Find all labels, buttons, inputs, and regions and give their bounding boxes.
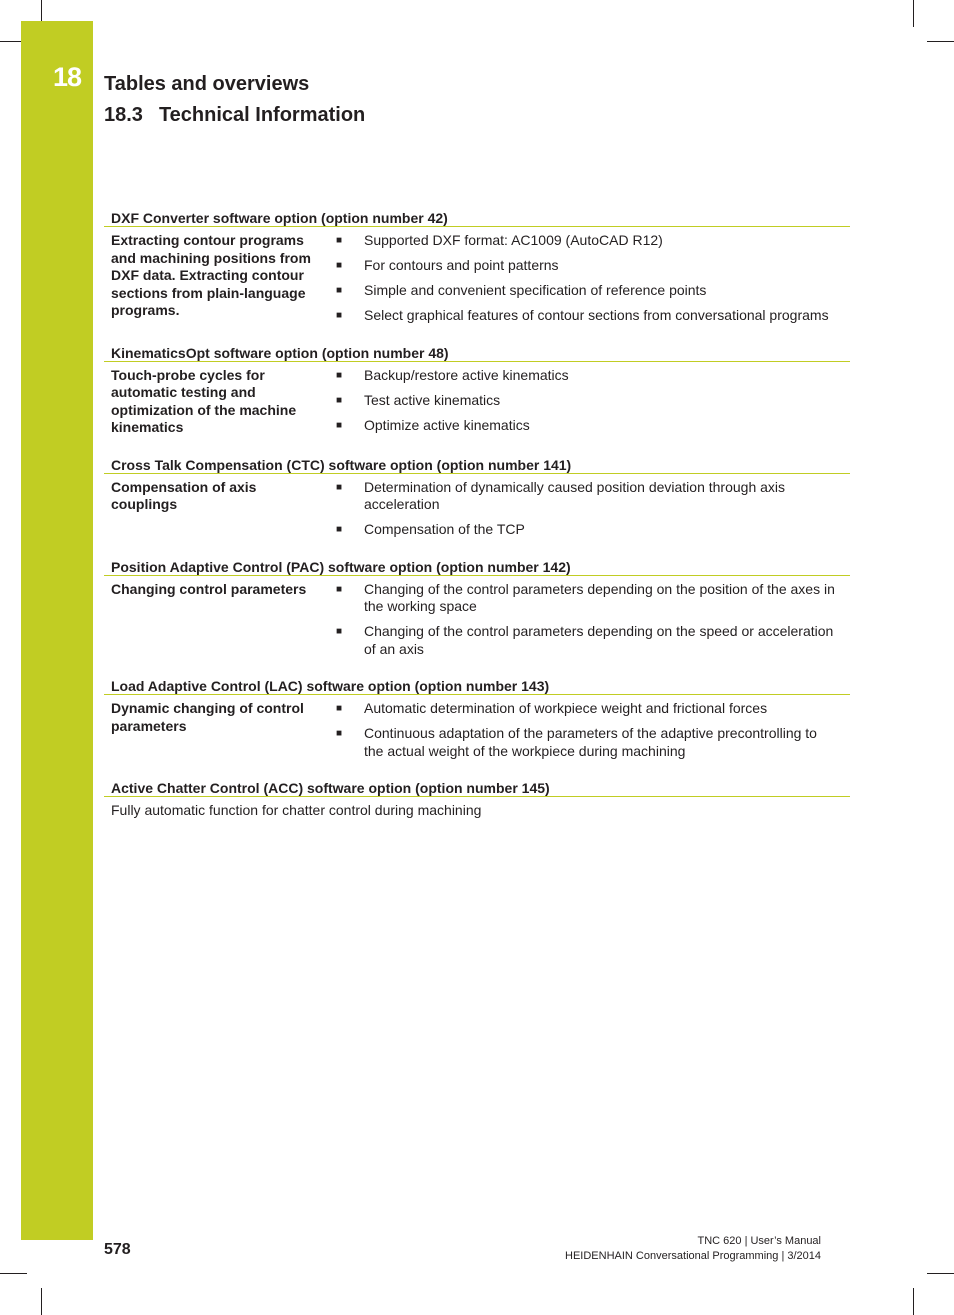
option-block (104, 673, 850, 775)
option-title (104, 452, 850, 474)
bullet-icon: ■ (336, 728, 343, 739)
section-number: 18.3 (104, 104, 143, 126)
list-item (328, 367, 850, 385)
option-title (104, 554, 850, 576)
option-title-text: KinematicsOpt software option (111, 344, 322, 361)
list-item-text: Supported DXF format: AC1009 (AutoCAD R12) (364, 232, 663, 248)
option-function: Extracting contour programs and machining positions from DXF data. Extracting contour sections from plain-language programs. (111, 232, 311, 318)
list-item-text: Continuous adaptation of the parameters of the adaptive precontrolling to the actual weight of the workpiece during machining (364, 725, 817, 759)
option-row (104, 364, 850, 452)
option-number: (option number 143) (414, 678, 550, 694)
option-block (104, 452, 850, 554)
list-item (328, 417, 850, 435)
feature-list (328, 697, 850, 760)
list-item (328, 521, 850, 539)
list-item (328, 392, 850, 410)
list-item-text: Automatic determination of workpiece weight and frictional forces (364, 700, 768, 716)
list-item (328, 232, 850, 250)
list-item (328, 700, 850, 718)
bullet-icon: ■ (336, 285, 343, 296)
option-number: (option number 42) (321, 210, 448, 226)
list-item (328, 581, 850, 616)
bullet-icon: ■ (336, 419, 343, 431)
list-item-text: Changing of the control parameters depending on the position of the axes in the working space (364, 580, 835, 614)
bullet-icon: ■ (336, 260, 343, 271)
crop-mark (41, 1288, 42, 1315)
section-heading (104, 104, 365, 127)
option-number: (option number 48) (321, 344, 449, 361)
list-item-text: Backup/restore active kinematics (364, 366, 569, 383)
footer-line-manual: TNC 620 | User’s Manual (697, 1235, 821, 1247)
list-item-text: For contours and point patterns (364, 257, 559, 273)
crop-mark (913, 0, 914, 27)
option-row (104, 697, 850, 775)
crop-mark (0, 1273, 27, 1274)
option-block (104, 554, 850, 674)
bullet-icon: ■ (336, 310, 343, 321)
page-number: 578 (104, 1241, 131, 1258)
option-block (104, 205, 850, 340)
list-item-text: Optimize active kinematics (364, 416, 530, 433)
bullet-icon: ■ (336, 369, 343, 381)
footer-line-edition: HEIDENHAIN Conversational Programming | 3/2014 (565, 1249, 821, 1262)
list-item (328, 282, 850, 300)
option-function: Dynamic changing of control parameters (111, 700, 304, 734)
option-block (104, 340, 850, 452)
bullet-icon: ■ (336, 235, 343, 246)
option-block (104, 775, 850, 820)
crop-mark (927, 1273, 954, 1274)
chapter-title: Tables and overviews (104, 73, 310, 95)
bullet-icon: ■ (336, 524, 343, 535)
option-title (104, 340, 850, 362)
feature-list (328, 578, 850, 659)
option-description: Fully automatic function for chatter control during machining (111, 802, 482, 818)
list-item (328, 479, 850, 514)
crop-mark (913, 1288, 914, 1315)
option-title-text: Position Adaptive Control (PAC) software option (111, 558, 437, 575)
list-item (328, 257, 850, 275)
option-title (104, 775, 850, 797)
section-title: Technical Information (158, 104, 366, 126)
option-number: (option number 142) (436, 558, 571, 575)
option-title (104, 205, 850, 227)
list-item-text: Test active kinematics (364, 391, 501, 408)
page-footer (565, 1234, 821, 1263)
feature-list (328, 364, 850, 437)
bullet-icon: ■ (336, 481, 343, 493)
options-table (104, 205, 850, 820)
option-number: (option number 141) (436, 456, 572, 473)
option-title-text: Cross Talk Compensation (CTC) software option (111, 456, 437, 473)
list-item (328, 623, 850, 658)
list-item-text: Determination of dynamically caused position deviation through axis acceleration (364, 478, 786, 512)
bullet-icon: ■ (336, 394, 343, 406)
feature-list (328, 229, 850, 325)
option-title-text: DXF Converter software option (111, 210, 322, 226)
chapter-sidebar (21, 21, 93, 1240)
option-title (104, 673, 850, 695)
feature-list (328, 476, 850, 539)
option-function: Compensation of axis couplings (111, 478, 257, 512)
crop-mark (927, 41, 954, 42)
option-function: Touch-probe cycles for automatic testing and optimization of the machine kinematics (111, 366, 297, 435)
option-row (104, 578, 850, 674)
option-number: (option number 145) (415, 780, 550, 796)
list-item (328, 307, 850, 325)
bullet-icon: ■ (336, 626, 343, 637)
option-title-text: Active Chatter Control (ACC) software option (111, 780, 416, 796)
list-item (328, 725, 850, 760)
option-function: Changing control parameters (111, 580, 307, 597)
list-item-text: Simple and convenient specification of reference points (364, 282, 707, 298)
list-item-text: Compensation of the TCP (364, 521, 525, 537)
chapter-number: 18 (53, 62, 82, 92)
option-row (104, 476, 850, 554)
bullet-icon: ■ (336, 583, 343, 595)
list-item-text: Changing of the control parameters depending on the speed or acceleration of an axis (364, 623, 834, 657)
list-item-text: Select graphical features of contour sections from conversational programs (364, 307, 829, 323)
option-row (104, 229, 850, 340)
bullet-icon: ■ (336, 703, 343, 714)
option-title-text: Load Adaptive Control (LAC) software option (111, 678, 415, 694)
